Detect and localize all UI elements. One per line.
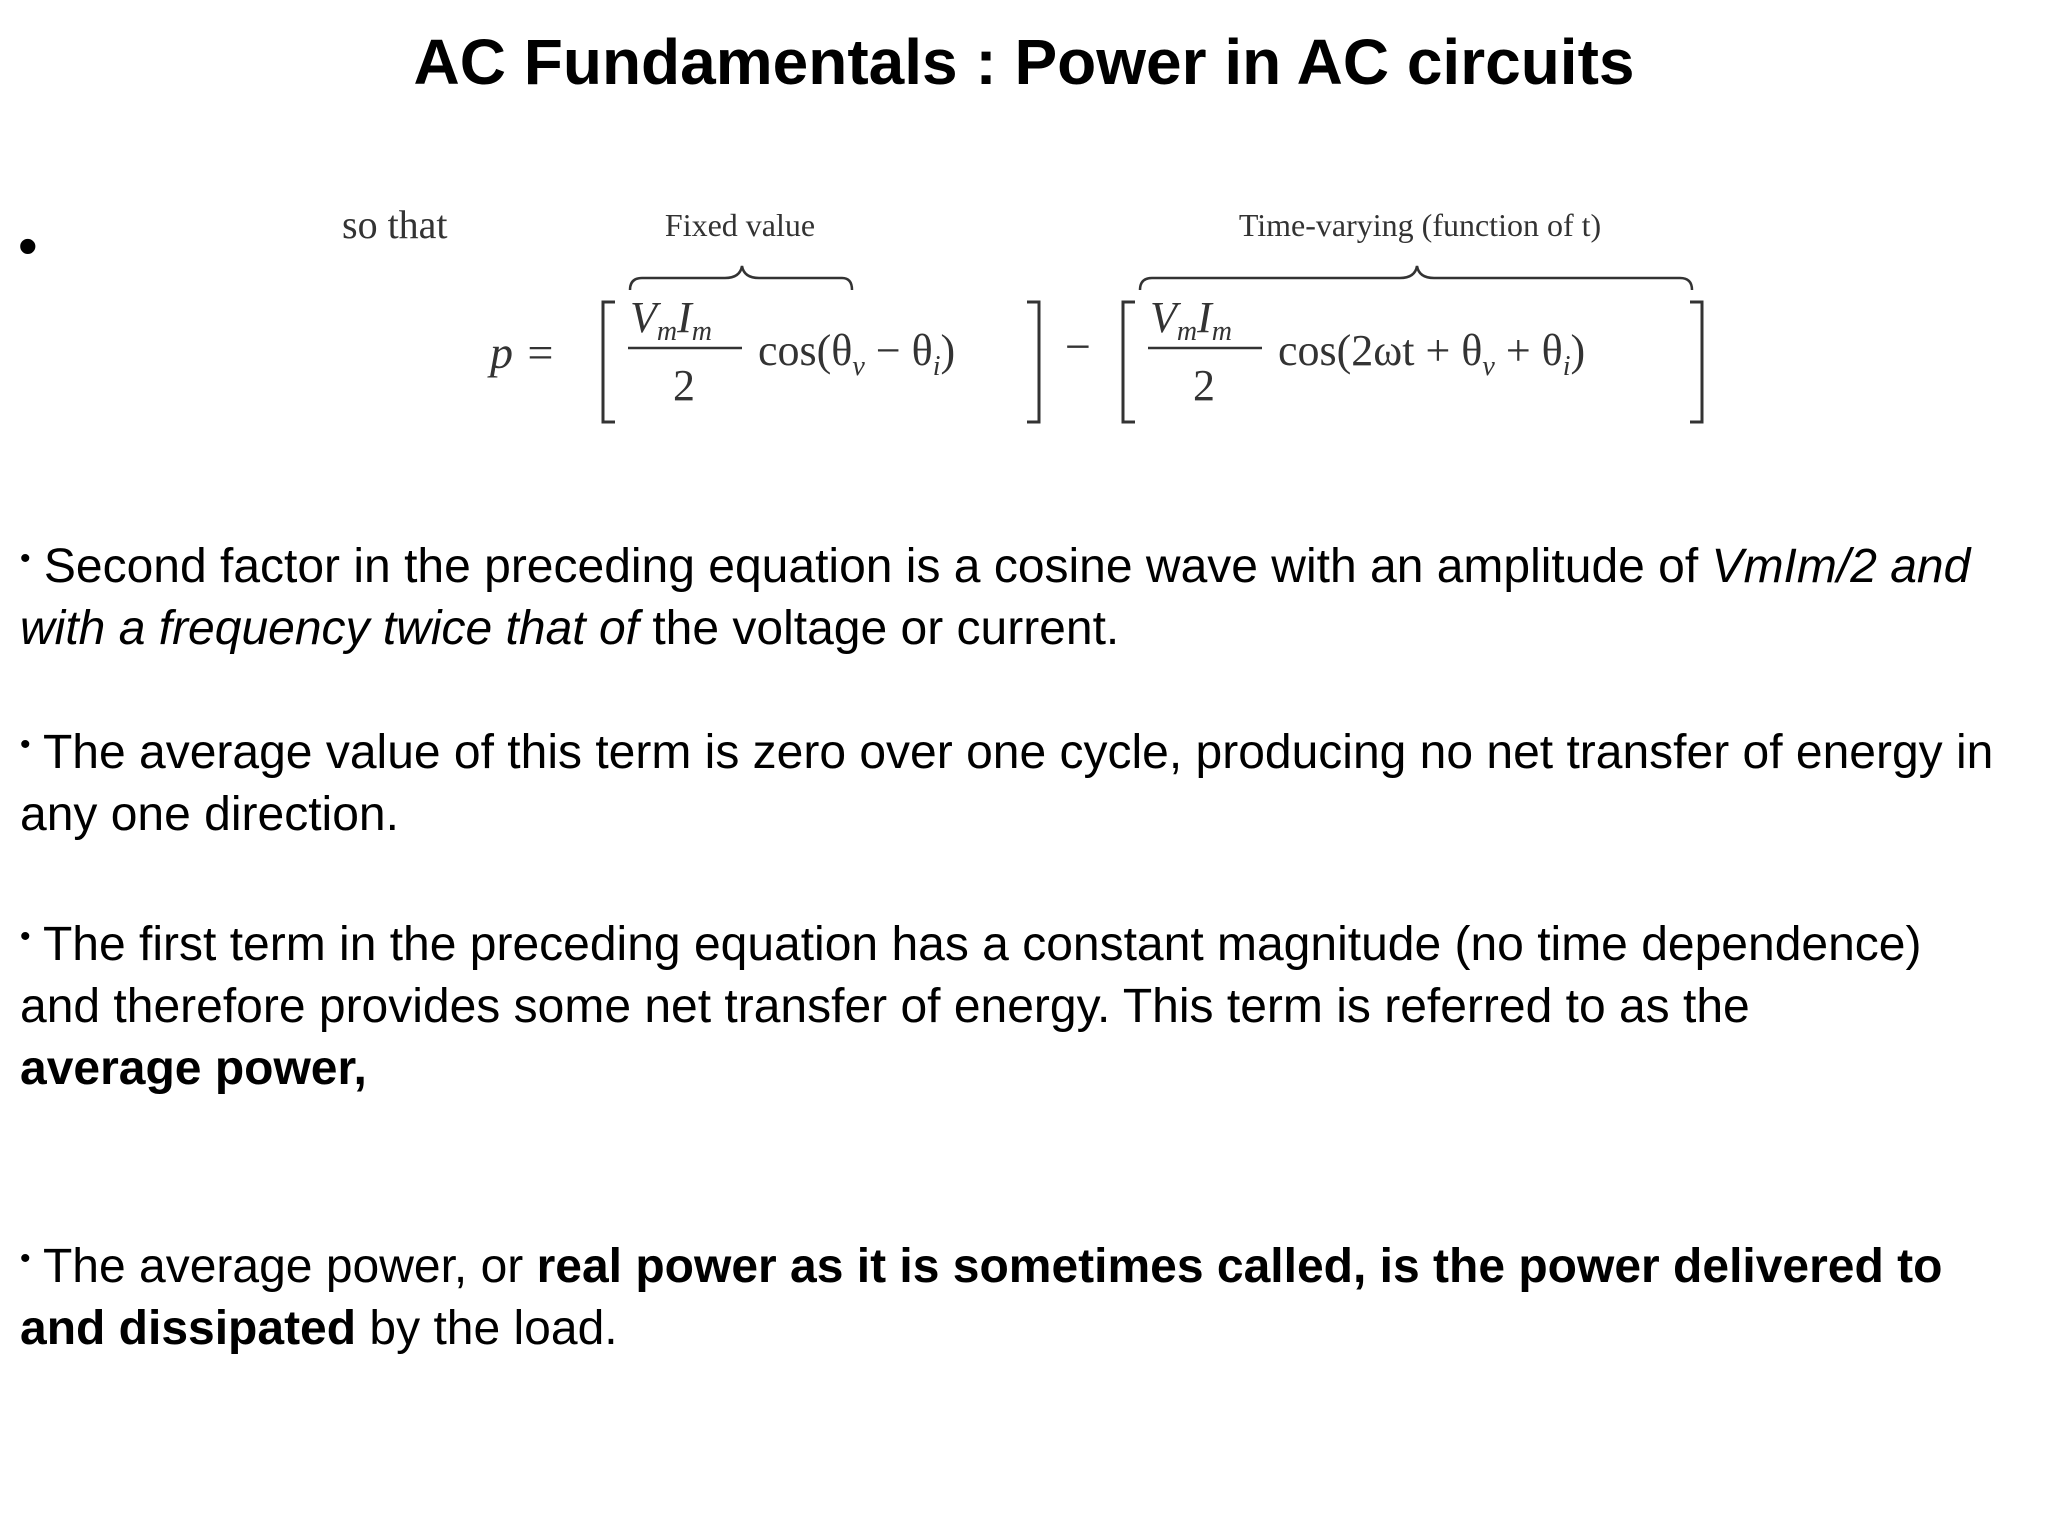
left-bracket-1 bbox=[603, 302, 615, 422]
equation-minus: − bbox=[1065, 321, 1091, 372]
svg-text:cos(θv − θi): $\cos(\theta_v - \theta_i)$ bbox=[758, 326, 956, 382]
paragraph-average-value: • The average value of this term is zero over one cycle, producing no net transfer of energy in any one direction. bbox=[20, 726, 1994, 841]
svg-text:VmIm: VmIm bbox=[630, 293, 713, 347]
right-bracket-1 bbox=[1027, 302, 1039, 422]
time-varying-label: Time-varying (function of t) bbox=[1238, 207, 1602, 243]
equation-lead: so that bbox=[342, 202, 448, 247]
right-bracket-2 bbox=[1690, 302, 1702, 422]
paragraph-first-term: • The first term in the preceding equation has a constant magnitude (no time dependence) and therefore provides some net transfer of energy. This term is referred to as the average power, bbox=[20, 918, 1922, 1095]
fixed-value-brace bbox=[630, 266, 852, 290]
slide-title: AC Fundamentals : Power in AC circuits bbox=[413, 26, 1635, 98]
equation-lhs: p = bbox=[490, 327, 556, 378]
paragraph-second-factor: • Second factor in the preceding equation is a cosine wave with an amplitude of VmIm/2 and with a frequency twice that of the voltage or current. bbox=[20, 540, 1971, 655]
paragraph-real-power: • The average power, or real power as it is sometimes called, is the power delivered to and dissipated by the load. bbox=[20, 1240, 1943, 1355]
svg-text:cos(2ωt + θv + θi): $\cos(2\omega t + \theta_v + \theta_i)$ bbox=[1278, 326, 1586, 382]
svg-text:VmIm: VmIm bbox=[1150, 293, 1233, 347]
fixed-value-label: Fixed value bbox=[664, 207, 816, 243]
time-varying-brace bbox=[1140, 266, 1692, 290]
bullet-marker: • bbox=[18, 214, 38, 277]
power-equation-figure bbox=[300, 190, 1740, 440]
denominator-1: 2 bbox=[673, 361, 695, 410]
denominator-2: 2 bbox=[1193, 361, 1215, 410]
left-bracket-2 bbox=[1123, 302, 1135, 422]
